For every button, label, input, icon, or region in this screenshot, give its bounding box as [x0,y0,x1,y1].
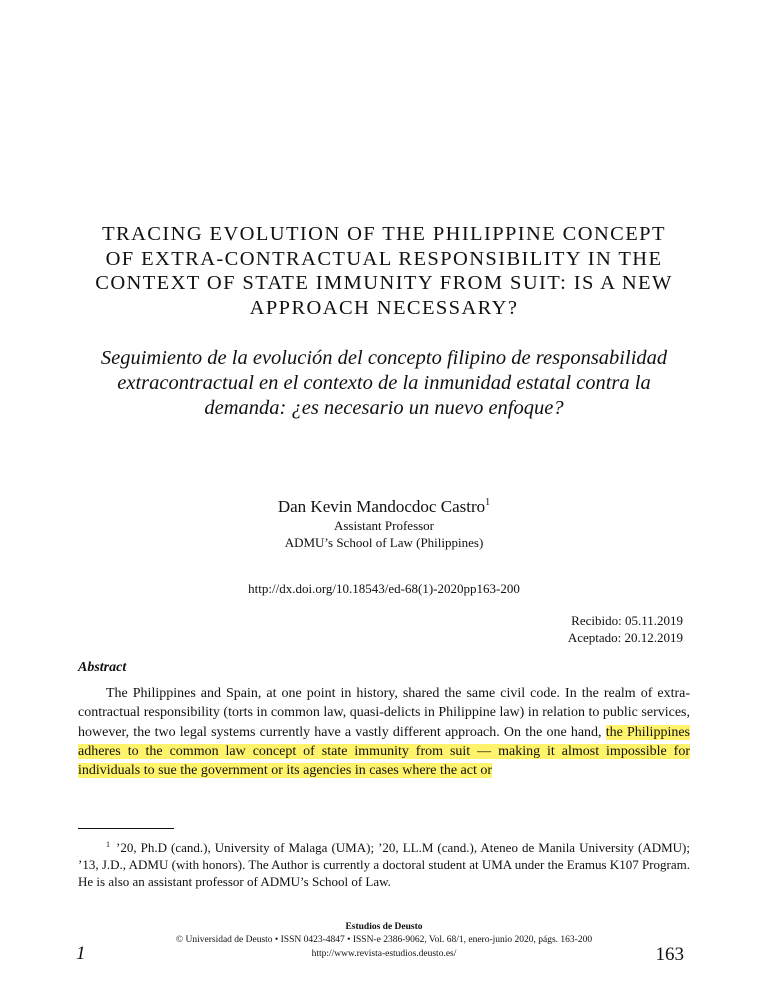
journal-name: Estudios de Deusto [345,922,423,932]
author-footnote-ref[interactable]: 1 [485,497,491,508]
abstract-heading: Abstract [78,660,127,675]
abstract-body [78,684,690,780]
footnote-marker: 1 [106,840,110,849]
article-title: TRACING EVOLUTION OF THE PHILIPPINE CONCEPT OF EXTRA-CONTRACTUAL RESPONSIBILITY IN THE CONTEXT OF STATE IMMUNITY FROM SUIT: IS A NEW APPROACH NECESSARY? [95,223,673,319]
page-number: 163 [655,944,684,965]
folio-marker: 1 [76,943,86,964]
author-affiliation: ADMU’s School of Law (Philippines) [284,535,484,550]
abstract-text: The Philippines and Spain, at one point in history, shared the same civil code. In the realm of extra-contractual responsibility (torts in common law, quasi-delicts in Philippine law) in relation to public services, however, the two legal systems currently have a vastly different approach. On the one hand, [78,686,690,740]
received-date: Recibido: 05.11.2019 [571,613,683,628]
doi-link[interactable]: http://dx.doi.org/10.18543/ed-68(1)-2020pp163-200 [248,581,520,596]
publication-info: © Universidad de Deusto • ISSN 0423-4847 • ISSN-e 2386-9062, Vol. 68/1, enero-junio 2020, págs. 163-200 [175,935,593,945]
author-position: Assistant Professor [333,518,435,533]
journal-website[interactable]: http://www.revista-estudios.deusto.es/ [311,949,457,959]
article-subtitle-spanish: Seguimiento de la evolución del concepto filipino de responsabilidad extracontractual en el contexto de la inmunidad estatal contra la demanda: ¿es necesario un nuevo enfoque? [100,347,668,419]
abstract-highlight: the Philippines adheres to the common law concept of state immunity from suit — making it almost impossible for individuals to sue the government or its agencies in cases where the act or [78,724,690,779]
footnote [78,839,690,891]
author-name: Dan Kevin Mandocdoc Castro [277,497,486,516]
footnote-text: ’20, Ph.D (cand.), University of Malaga (UMA); ’20, LL.M (cand.), Ateneo de Manila University (ADMU); ’13, J.D., ADMU (with honors). The Author is currently a doctoral student at UMA under the Eramus K107 Program. He is also an assistant professor of ADMU’s School of Law. [78,840,690,890]
accepted-date: Aceptado: 20.12.2019 [567,630,683,645]
author-line [0,497,768,517]
footnote-separator [78,828,174,829]
